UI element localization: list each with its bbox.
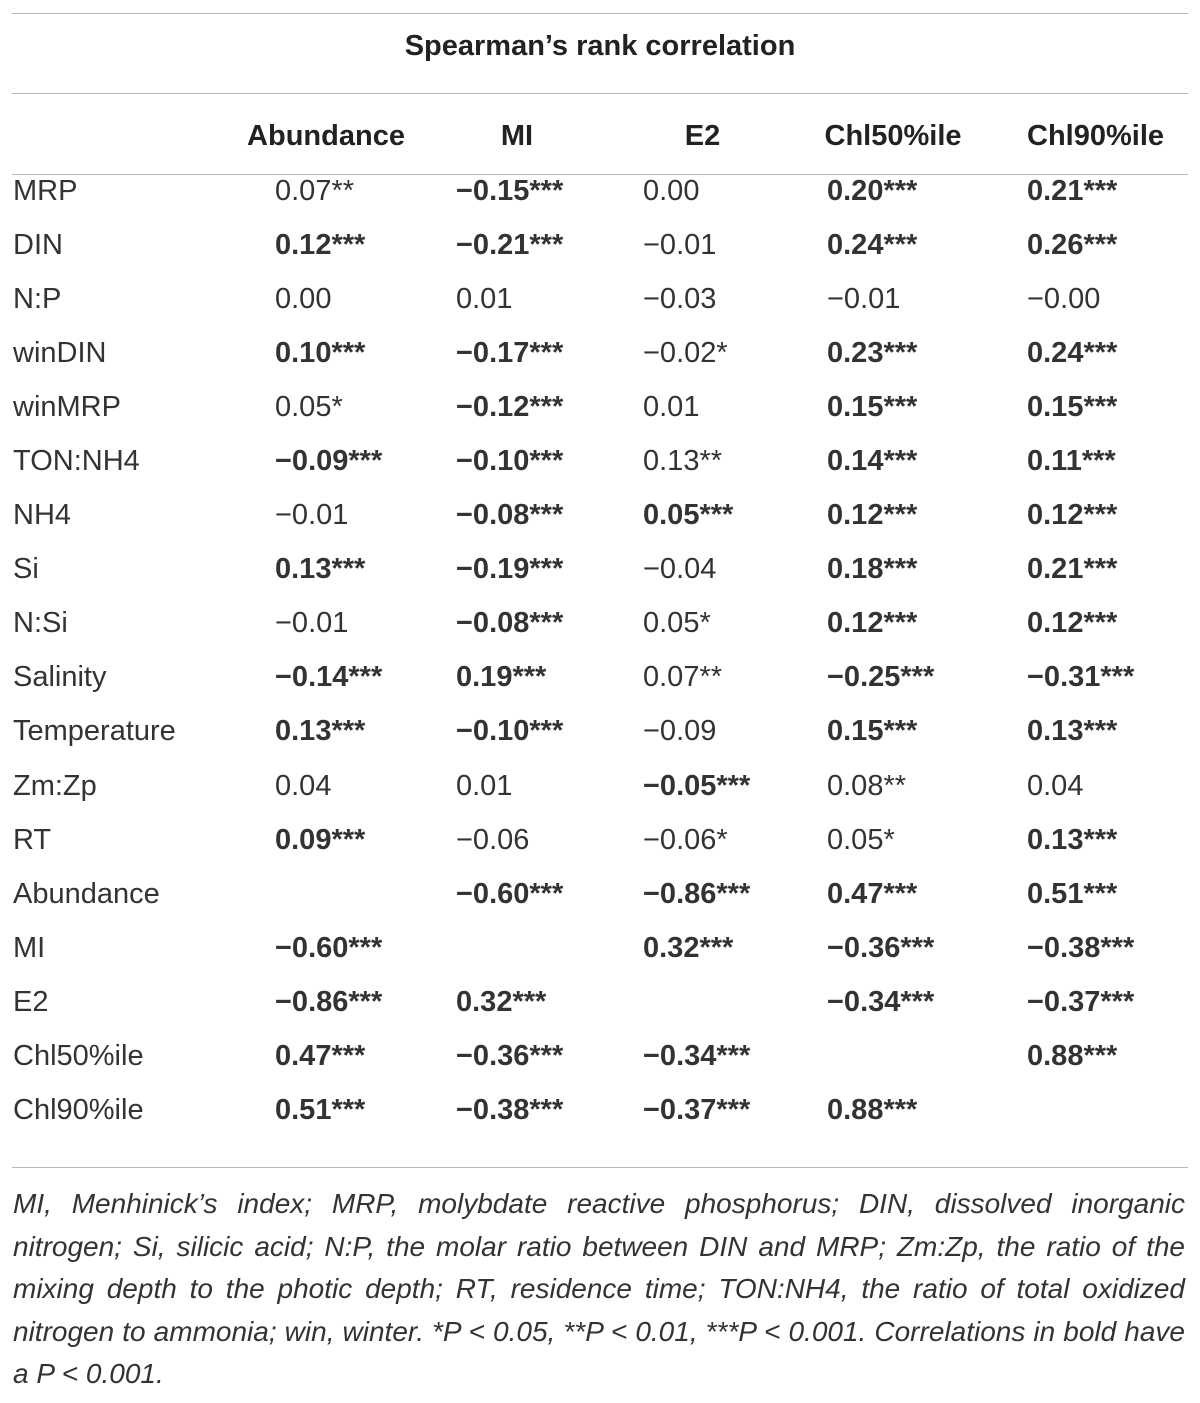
table-cell: −0.01 [275,499,349,532]
table-cell: −0.06* [643,823,728,856]
table-cell: 0.12*** [275,228,366,261]
row-label: Temperature [13,715,176,748]
table-cell: −0.00 [1027,282,1101,315]
table-row [0,921,1200,975]
table-cell: −0.09*** [275,445,383,478]
bottom-rule [12,1167,1188,1168]
table-cell: 0.21*** [1027,553,1118,586]
table-cell [424,921,610,975]
table-row [0,1030,1200,1084]
row-label: DIN [13,228,63,261]
table-row [0,597,1200,651]
header-row [0,108,1200,164]
table-cell: 0.05* [643,607,711,640]
table-row [0,272,1200,326]
table-cell: 0.09*** [275,823,366,856]
table-cell: −0.60*** [275,931,383,964]
table-cell: 0.13*** [275,715,366,748]
row-label: Si [13,553,39,586]
table-cell: 0.32*** [643,931,734,964]
table-cell: 0.11*** [1027,445,1116,478]
table-cell: −0.21*** [456,228,564,261]
correlation-table [0,108,1200,1138]
row-label: Abundance [13,877,160,910]
table-row [0,489,1200,543]
table-cell: 0.15*** [827,715,918,748]
table-cell: 0.05* [275,390,343,423]
table-cell: −0.36*** [827,931,935,964]
table-cell: 0.51*** [275,1094,366,1127]
table-cell: −0.19*** [456,553,564,586]
table-cell: 0.15*** [1027,390,1118,423]
table-cell: 0.00 [643,174,700,207]
table-cell: 0.00 [275,282,332,315]
row-label: NH4 [13,499,72,532]
row-label: Chl50%ile [13,1040,144,1073]
table-cell: 0.07** [643,661,723,694]
table-cell: 0.51*** [1027,877,1118,910]
table-cell: −0.37*** [643,1094,751,1127]
table-cell: 0.21*** [1027,174,1118,207]
table-cell: −0.10*** [456,715,564,748]
table-row [0,975,1200,1029]
table-cell: −0.86*** [275,985,383,1018]
table-cell: 0.23*** [827,336,918,369]
table-cell: −0.38*** [1027,931,1135,964]
table-cell: −0.06 [456,823,530,856]
table-cell: −0.25*** [827,661,935,694]
table-cell: −0.37*** [1027,985,1135,1018]
table-cell: 0.05* [827,823,895,856]
table-cell: 0.13*** [275,553,366,586]
table-cell: 0.01 [456,769,513,802]
table-cell [795,1030,991,1084]
table-cell: −0.14*** [275,661,383,694]
table-title: Spearman’s rank correlation [404,30,796,62]
table-cell: 0.19*** [456,661,547,694]
table-cell: 0.26*** [1027,228,1118,261]
table-cell [991,1084,1200,1138]
table-cell: −0.15*** [456,174,564,207]
column-header: Chl50%ile [824,119,962,152]
table-cell: −0.31*** [1027,661,1135,694]
table-cell: −0.08*** [456,499,564,532]
table-cell: −0.02* [643,336,728,369]
row-label: N:Si [13,607,68,640]
table-cell: 0.18*** [827,553,918,586]
column-header: E2 [684,119,721,152]
table-row [0,326,1200,380]
table-cell: −0.17*** [456,336,564,369]
table-cell: −0.10*** [456,445,564,478]
table-cell: 0.12*** [1027,607,1118,640]
column-header: Abundance [247,119,405,152]
row-label: E2 [13,985,49,1018]
table-cell: 0.12*** [827,499,918,532]
column-header: Chl90%ile [1027,119,1164,152]
table-cell: 0.32*** [456,985,547,1018]
column-header [0,108,228,164]
table-cell: 0.20*** [827,174,918,207]
column-header: MI [500,119,534,152]
table-cell: 0.15*** [827,390,918,423]
table-cell: 0.47*** [827,877,918,910]
table-cell: −0.04 [643,553,717,586]
table-row [0,1084,1200,1138]
table-cell: 0.13** [643,445,723,478]
table-cell: −0.36*** [456,1040,564,1073]
table-cell: 0.13*** [1027,715,1118,748]
table-cell: −0.34*** [827,985,935,1018]
row-label: winDIN [13,336,107,369]
table-footnote: MI, Menhinick’s index; MRP, molybdate reactive phosphorus; DIN, dissolved inorganic nitrogen; Si, silicic acid; N:P, the molar ratio between DIN and MRP; Zm:Zp, the ratio of the mixing depth to the photic depth; RT, residence time; TON:NH4, the ratio of total oxidized nitrogen to ammonia; win, winter. *P < 0.05, **P < 0.01, ***P < 0.001. Correlations in bold have a P < 0.001. [13,1188,1185,1389]
table-cell: 0.05*** [643,499,734,532]
table-cell: 0.14*** [827,445,918,478]
table-cell [228,867,424,921]
table-cell: −0.38*** [456,1094,564,1127]
table-cell: −0.01 [643,228,717,261]
table-row [0,651,1200,705]
table-cell: 0.04 [275,769,332,802]
table-cell: −0.34*** [643,1040,751,1073]
table-cell [610,975,795,1029]
table-cell: 0.01 [456,282,513,315]
row-label: MI [13,931,46,964]
table-cell: −0.01 [827,282,901,315]
table-cell: −0.01 [275,607,349,640]
table-row [0,164,1200,218]
row-label: Chl90%ile [13,1094,144,1127]
row-label: Zm:Zp [13,769,97,802]
row-label: winMRP [13,390,121,423]
row-label: TON:NH4 [13,445,140,478]
table-cell: 0.88*** [1027,1040,1118,1073]
table-row [0,543,1200,597]
row-label: Salinity [13,661,107,694]
table-cell: 0.24*** [1027,336,1118,369]
table-cell: −0.05*** [643,769,751,802]
table-row [0,867,1200,921]
table-cell: 0.24*** [827,228,918,261]
table-cell: 0.13*** [1027,823,1118,856]
table-cell: 0.08** [827,769,907,802]
table-cell: −0.03 [643,282,717,315]
table-cell: −0.60*** [456,877,564,910]
table-cell: −0.08*** [456,607,564,640]
table-cell: 0.47*** [275,1040,366,1073]
row-label: MRP [13,174,78,207]
table-row [0,380,1200,434]
table-row [0,218,1200,272]
row-label: RT [13,823,52,856]
table-cell: 0.12*** [827,607,918,640]
table-row [0,434,1200,488]
header-rule [12,174,1188,175]
row-label: N:P [13,282,62,315]
title-rule [12,93,1188,94]
table-cell: −0.09 [643,715,717,748]
top-rule [12,13,1188,14]
table-row [0,759,1200,813]
table-cell: 0.88*** [827,1094,918,1127]
table-cell: −0.12*** [456,390,564,423]
table-cell: 0.01 [643,390,700,423]
table-cell: −0.86*** [643,877,751,910]
table-cell: 0.07** [275,174,355,207]
table-cell: 0.12*** [1027,499,1118,532]
table-cell: 0.10*** [275,336,366,369]
table-row [0,705,1200,759]
table-row [0,813,1200,867]
table-cell: 0.04 [1027,769,1084,802]
